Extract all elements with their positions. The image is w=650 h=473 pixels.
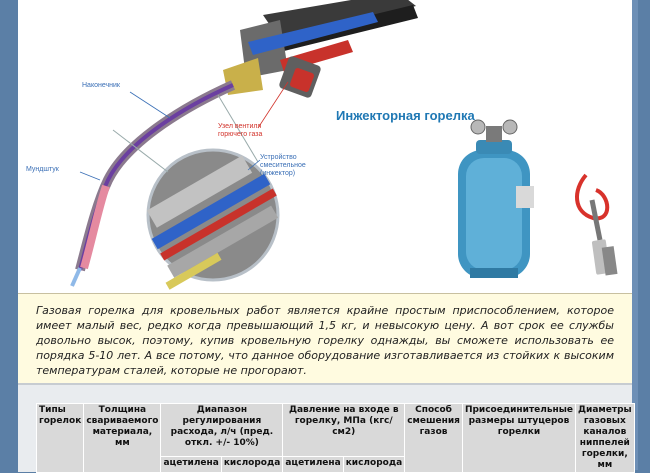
label-valve-unit-1: Узел вентиля xyxy=(218,123,262,130)
th-acetylene-2: ацетилена xyxy=(283,457,343,473)
description-box xyxy=(18,293,632,384)
description-text: Газовая горелка для кровельных работ является крайне простым приспособлением, которое имеет малый вес, редко когда превышающий 1,5 кг, и невысокую цену. А вот срок ее службы довольно высок, поэтому, купив кровельную горелку однажды, вы сможете использовать ее порядка 5-10 лет. А все потому, что данное оборудование изготавливается из стойких к высоким температурам сталей, которые не прогорают. xyxy=(36,304,614,377)
th-fittings: Присоединительные размеры штуцеров горелки xyxy=(462,404,575,473)
th-pressure: Давление на входе в горелку, МПа (кгс/ см2) xyxy=(283,404,405,457)
label-mixer-2: смесительное xyxy=(260,162,306,169)
th-oxygen-2: кислорода xyxy=(343,457,405,473)
th-thickness: Толщина свариваемого материала, мм xyxy=(84,404,161,473)
th-mixing: Способ смешения газов xyxy=(405,404,463,473)
th-range: Диапазон регулирования расхода, л/ч (пред. откл. +/- 10%) xyxy=(161,404,283,457)
label-mixer-1: Устройство xyxy=(260,154,297,161)
injector-torch-title-text: Инжекторная горелка xyxy=(336,108,475,123)
table-header-row xyxy=(37,404,635,457)
torch-illustration xyxy=(18,0,632,290)
th-diameters: Диаметры газовых каналов ниппелей горелки, мм xyxy=(576,404,635,473)
spec-table xyxy=(36,403,635,473)
injector-torch-title xyxy=(336,108,475,124)
th-oxygen-1: кислорода xyxy=(221,457,283,473)
label-nozzle-tip: Наконечник xyxy=(82,82,120,89)
label-mixer-3: (инжектор) xyxy=(260,170,296,177)
panel-border-right xyxy=(632,0,638,470)
label-valve-unit-2: горючего газа xyxy=(218,131,263,138)
label-mouthpiece: Мундштук xyxy=(26,166,59,173)
spec-table-section xyxy=(18,383,632,472)
th-types: Типы горелок xyxy=(37,404,84,473)
torch-diagram-graphic xyxy=(18,0,632,290)
th-acetylene-1: ацетилена xyxy=(161,457,221,473)
